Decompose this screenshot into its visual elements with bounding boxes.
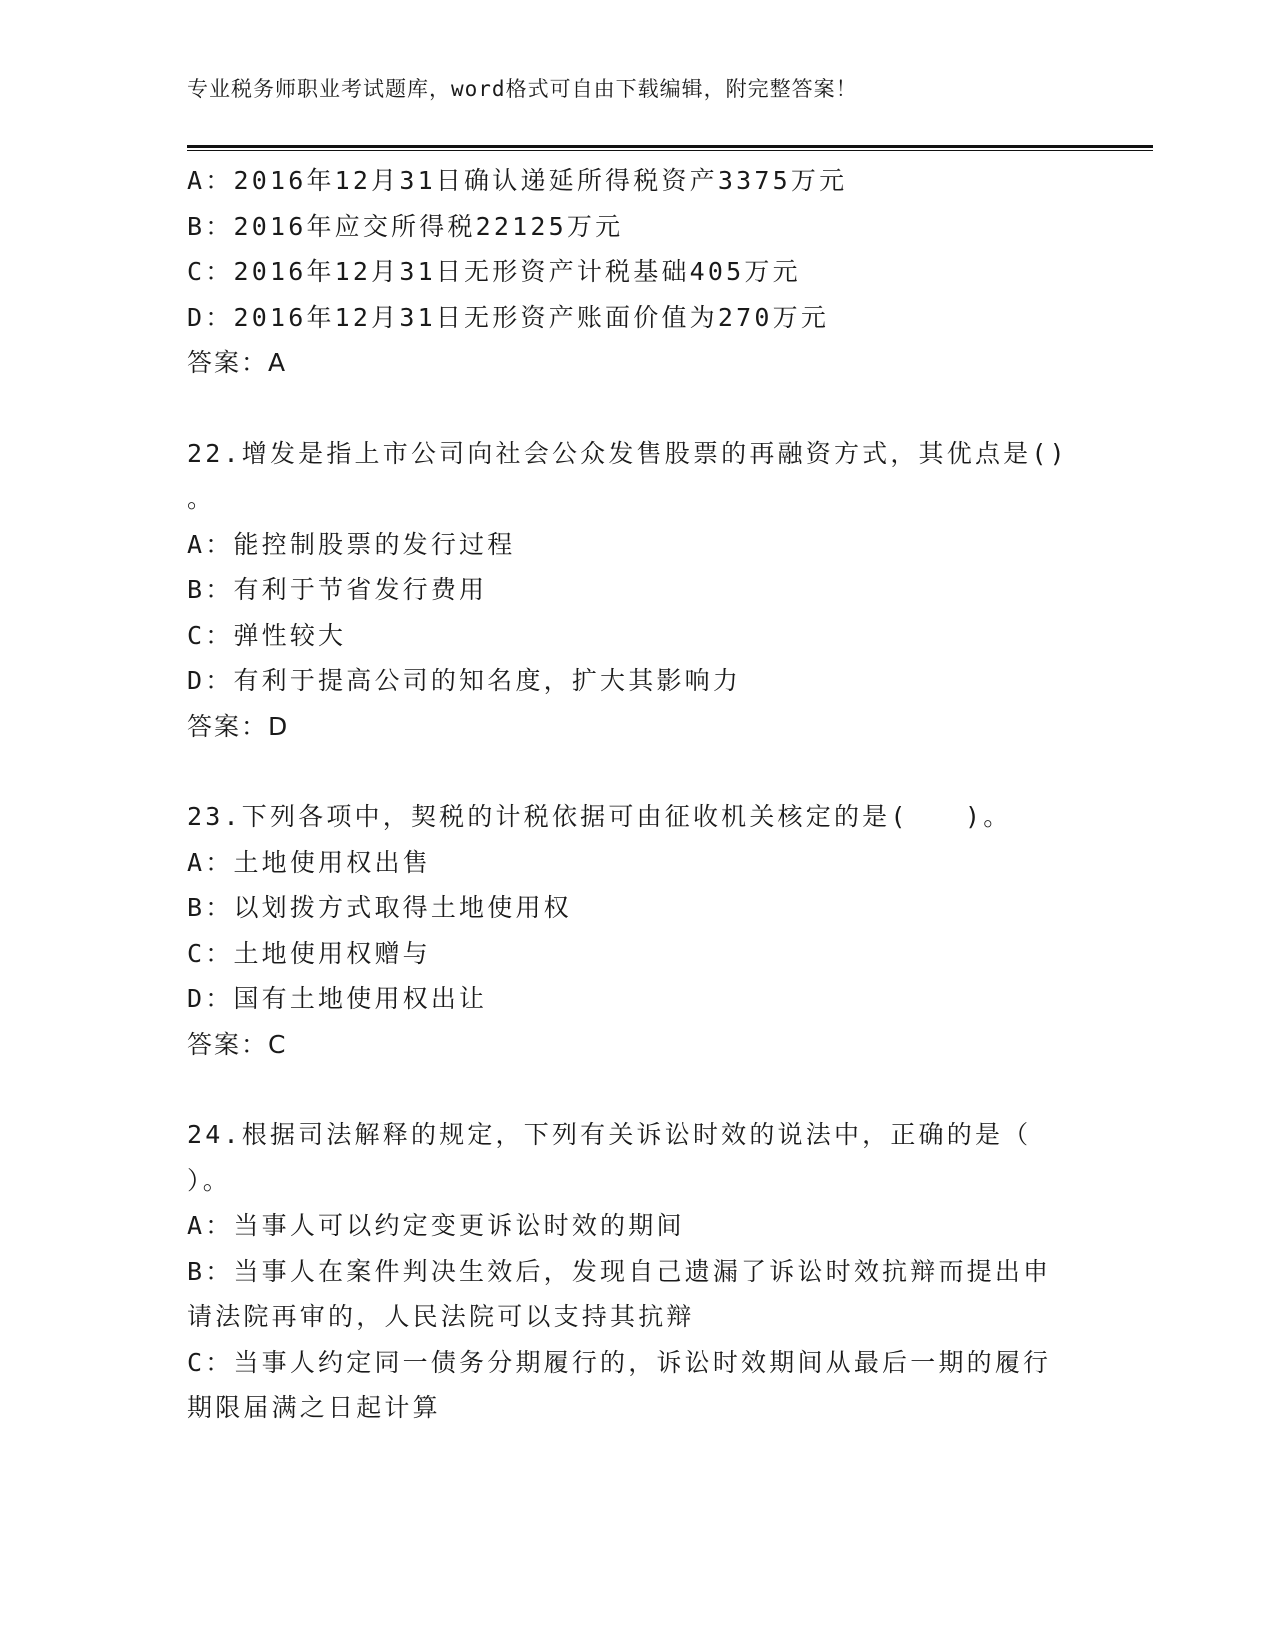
answer-line: 答案：A [187,348,288,377]
question-21-continued [187,158,1087,386]
question-24 [187,1112,1087,1431]
question-stem: 23.下列各项中，契税的计税依据可由征收机关核定的是( )。 [187,802,1012,831]
option-d: D：有利于提高公司的知名度，扩大其影响力 [187,666,742,695]
option-c: C：弹性较大 [187,620,347,650]
question-stem-continued: 。 [187,484,216,513]
option-a: A：能控制股票的发行过程 [187,529,516,559]
question-22 [187,431,1087,750]
option-a: A：土地使用权出售 [187,847,431,877]
option-c: C：当事人约定同一债务分期履行的，诉讼时效期间从最后一期的履行 [187,1347,1052,1377]
header-divider-thin [187,150,1153,151]
option-b-continued: 请法院再审的，人民法院可以支持其抗辩 [187,1302,695,1331]
option-b: B：有利于节省发行费用 [187,575,488,604]
option-d: D：2016年12月31日无形资产账面价值为270万元 [187,302,830,332]
question-stem: 24.根据司法解释的规定，下列有关诉讼时效的说法中，正确的是（ [187,1120,1032,1149]
question-stem-continued: ）。 [187,1165,231,1195]
option-c: C：2016年12月31日无形资产计税基础405万元 [187,257,801,286]
option-b: B：当事人在案件判决生效后，发现自己遗漏了诉讼时效抗辩而提出申 [187,1256,1052,1286]
option-c-continued: 期限届满之日起计算 [187,1393,441,1422]
document-body [187,158,1087,1431]
answer-line: 答案：C [187,1029,288,1059]
question-23 [187,794,1087,1067]
option-d: D：国有土地使用权出让 [187,984,488,1013]
option-a: A：2016年12月31日确认递延所得税资产3375万元 [187,166,848,195]
option-c: C：土地使用权赠与 [187,938,431,968]
page-header: 专业税务师职业考试题库，word格式可自由下载编辑，附完整答案！ [187,77,858,101]
option-a: A：当事人可以约定变更诉讼时效的期间 [187,1211,685,1240]
option-b: B：以划拨方式取得土地使用权 [187,893,572,922]
option-b: B：2016年应交所得税22125万元 [187,211,624,241]
header-divider-thick [187,145,1153,148]
answer-line: 答案：D [187,711,290,741]
question-stem: 22.增发是指上市公司向社会公众发售股票的再融资方式，其优点是() [187,438,1068,468]
